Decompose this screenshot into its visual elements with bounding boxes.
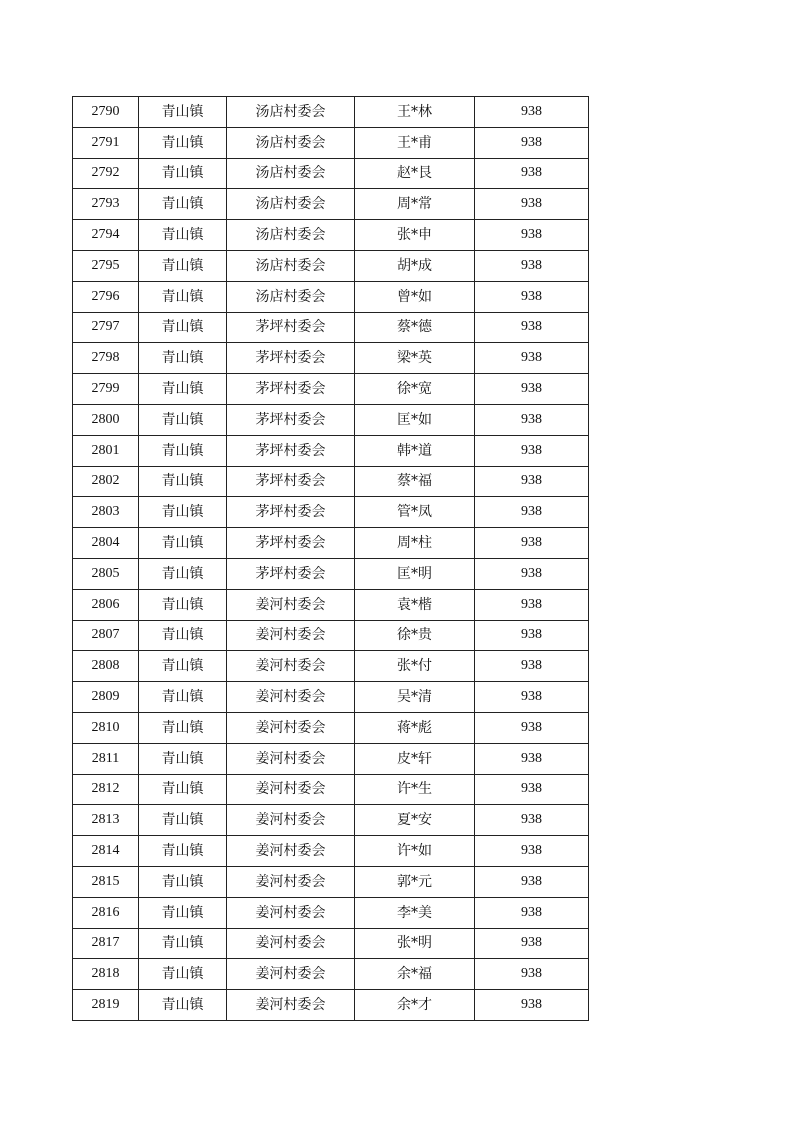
cell-village-committee: 姜河村委会 (227, 959, 355, 990)
cell-serial-number: 2801 (73, 435, 139, 466)
table-row (73, 805, 589, 836)
cell-amount: 938 (475, 589, 589, 620)
cell-person-name: 张*申 (355, 220, 475, 251)
cell-person-name: 张*明 (355, 928, 475, 959)
cell-serial-number: 2806 (73, 589, 139, 620)
cell-town: 青山镇 (139, 897, 227, 928)
cell-amount: 938 (475, 374, 589, 405)
cell-serial-number: 2807 (73, 620, 139, 651)
table-row (73, 158, 589, 189)
cell-serial-number: 2799 (73, 374, 139, 405)
cell-amount: 938 (475, 466, 589, 497)
cell-serial-number: 2794 (73, 220, 139, 251)
cell-person-name: 郭*元 (355, 866, 475, 897)
cell-person-name: 梁*英 (355, 343, 475, 374)
cell-village-committee: 姜河村委会 (227, 928, 355, 959)
cell-amount: 938 (475, 312, 589, 343)
cell-town: 青山镇 (139, 466, 227, 497)
cell-town: 青山镇 (139, 743, 227, 774)
table-row (73, 558, 589, 589)
cell-town: 青山镇 (139, 220, 227, 251)
cell-village-committee: 茅坪村委会 (227, 374, 355, 405)
cell-town: 青山镇 (139, 712, 227, 743)
table-row (73, 97, 589, 128)
cell-village-committee: 茅坪村委会 (227, 343, 355, 374)
cell-town: 青山镇 (139, 127, 227, 158)
cell-amount: 938 (475, 343, 589, 374)
cell-village-committee: 汤店村委会 (227, 189, 355, 220)
cell-person-name: 匡*明 (355, 558, 475, 589)
cell-amount: 938 (475, 127, 589, 158)
cell-serial-number: 2802 (73, 466, 139, 497)
table-row (73, 990, 589, 1021)
cell-amount: 938 (475, 712, 589, 743)
cell-person-name: 王*林 (355, 97, 475, 128)
cell-village-committee: 姜河村委会 (227, 589, 355, 620)
cell-amount: 938 (475, 189, 589, 220)
cell-village-committee: 姜河村委会 (227, 743, 355, 774)
cell-town: 青山镇 (139, 250, 227, 281)
cell-serial-number: 2808 (73, 651, 139, 682)
cell-amount: 938 (475, 990, 589, 1021)
table-row (73, 250, 589, 281)
table-row (73, 774, 589, 805)
table-row (73, 589, 589, 620)
cell-town: 青山镇 (139, 774, 227, 805)
cell-person-name: 许*生 (355, 774, 475, 805)
cell-amount: 938 (475, 651, 589, 682)
cell-serial-number: 2815 (73, 866, 139, 897)
cell-town: 青山镇 (139, 836, 227, 867)
table-row (73, 281, 589, 312)
roster-table (72, 96, 589, 1021)
roster-table-body (73, 97, 589, 1021)
table-row (73, 836, 589, 867)
cell-amount: 938 (475, 558, 589, 589)
cell-person-name: 许*如 (355, 836, 475, 867)
cell-person-name: 蔡*德 (355, 312, 475, 343)
cell-amount: 938 (475, 805, 589, 836)
table-row (73, 528, 589, 559)
cell-serial-number: 2817 (73, 928, 139, 959)
table-row (73, 466, 589, 497)
cell-town: 青山镇 (139, 528, 227, 559)
cell-person-name: 周*柱 (355, 528, 475, 559)
cell-village-committee: 姜河村委会 (227, 866, 355, 897)
cell-serial-number: 2818 (73, 959, 139, 990)
cell-person-name: 袁*楷 (355, 589, 475, 620)
cell-amount: 938 (475, 866, 589, 897)
cell-serial-number: 2810 (73, 712, 139, 743)
cell-town: 青山镇 (139, 158, 227, 189)
cell-serial-number: 2816 (73, 897, 139, 928)
cell-village-committee: 姜河村委会 (227, 836, 355, 867)
cell-amount: 938 (475, 897, 589, 928)
table-row (73, 127, 589, 158)
cell-village-committee: 姜河村委会 (227, 651, 355, 682)
cell-town: 青山镇 (139, 97, 227, 128)
table-row (73, 220, 589, 251)
cell-person-name: 夏*安 (355, 805, 475, 836)
cell-serial-number: 2819 (73, 990, 139, 1021)
cell-village-committee: 汤店村委会 (227, 97, 355, 128)
table-row (73, 620, 589, 651)
cell-town: 青山镇 (139, 312, 227, 343)
table-row (73, 682, 589, 713)
cell-town: 青山镇 (139, 959, 227, 990)
cell-town: 青山镇 (139, 866, 227, 897)
cell-person-name: 胡*成 (355, 250, 475, 281)
cell-serial-number: 2793 (73, 189, 139, 220)
cell-person-name: 蒋*彪 (355, 712, 475, 743)
cell-amount: 938 (475, 250, 589, 281)
cell-serial-number: 2811 (73, 743, 139, 774)
cell-amount: 938 (475, 404, 589, 435)
cell-village-committee: 茅坪村委会 (227, 497, 355, 528)
cell-serial-number: 2814 (73, 836, 139, 867)
cell-village-committee: 姜河村委会 (227, 712, 355, 743)
cell-serial-number: 2798 (73, 343, 139, 374)
table-row (73, 866, 589, 897)
cell-person-name: 余*福 (355, 959, 475, 990)
table-row (73, 897, 589, 928)
cell-person-name: 管*凤 (355, 497, 475, 528)
cell-town: 青山镇 (139, 990, 227, 1021)
cell-serial-number: 2797 (73, 312, 139, 343)
table-row (73, 497, 589, 528)
cell-serial-number: 2805 (73, 558, 139, 589)
cell-village-committee: 姜河村委会 (227, 990, 355, 1021)
cell-village-committee: 姜河村委会 (227, 897, 355, 928)
cell-person-name: 韩*道 (355, 435, 475, 466)
cell-person-name: 王*甫 (355, 127, 475, 158)
cell-person-name: 余*才 (355, 990, 475, 1021)
cell-serial-number: 2813 (73, 805, 139, 836)
cell-amount: 938 (475, 743, 589, 774)
cell-serial-number: 2800 (73, 404, 139, 435)
table-row (73, 189, 589, 220)
cell-serial-number: 2795 (73, 250, 139, 281)
cell-amount: 938 (475, 497, 589, 528)
cell-person-name: 赵*艮 (355, 158, 475, 189)
table-row (73, 404, 589, 435)
cell-person-name: 徐*贵 (355, 620, 475, 651)
cell-village-committee: 姜河村委会 (227, 682, 355, 713)
cell-amount: 938 (475, 774, 589, 805)
cell-town: 青山镇 (139, 343, 227, 374)
cell-amount: 938 (475, 528, 589, 559)
cell-amount: 938 (475, 620, 589, 651)
cell-village-committee: 茅坪村委会 (227, 558, 355, 589)
cell-serial-number: 2812 (73, 774, 139, 805)
cell-amount: 938 (475, 435, 589, 466)
cell-person-name: 曾*如 (355, 281, 475, 312)
cell-person-name: 徐*宽 (355, 374, 475, 405)
cell-village-committee: 汤店村委会 (227, 281, 355, 312)
cell-town: 青山镇 (139, 404, 227, 435)
cell-amount: 938 (475, 97, 589, 128)
cell-village-committee: 茅坪村委会 (227, 404, 355, 435)
table-row (73, 374, 589, 405)
cell-amount: 938 (475, 959, 589, 990)
cell-serial-number: 2791 (73, 127, 139, 158)
cell-amount: 938 (475, 220, 589, 251)
table-row (73, 959, 589, 990)
cell-amount: 938 (475, 928, 589, 959)
cell-person-name: 周*常 (355, 189, 475, 220)
cell-village-committee: 姜河村委会 (227, 774, 355, 805)
table-row (73, 928, 589, 959)
cell-serial-number: 2792 (73, 158, 139, 189)
cell-village-committee: 茅坪村委会 (227, 312, 355, 343)
cell-village-committee: 汤店村委会 (227, 127, 355, 158)
table-row (73, 435, 589, 466)
cell-amount: 938 (475, 158, 589, 189)
cell-town: 青山镇 (139, 620, 227, 651)
cell-town: 青山镇 (139, 589, 227, 620)
cell-person-name: 李*美 (355, 897, 475, 928)
table-row (73, 651, 589, 682)
cell-village-committee: 茅坪村委会 (227, 528, 355, 559)
cell-town: 青山镇 (139, 189, 227, 220)
cell-person-name: 吴*清 (355, 682, 475, 713)
cell-town: 青山镇 (139, 281, 227, 312)
cell-serial-number: 2804 (73, 528, 139, 559)
cell-person-name: 蔡*福 (355, 466, 475, 497)
cell-town: 青山镇 (139, 651, 227, 682)
table-row (73, 312, 589, 343)
cell-amount: 938 (475, 682, 589, 713)
cell-person-name: 皮*轩 (355, 743, 475, 774)
cell-village-committee: 汤店村委会 (227, 220, 355, 251)
cell-village-committee: 汤店村委会 (227, 250, 355, 281)
cell-serial-number: 2796 (73, 281, 139, 312)
cell-person-name: 匡*如 (355, 404, 475, 435)
cell-amount: 938 (475, 836, 589, 867)
cell-town: 青山镇 (139, 374, 227, 405)
cell-town: 青山镇 (139, 558, 227, 589)
cell-village-committee: 茅坪村委会 (227, 435, 355, 466)
cell-serial-number: 2803 (73, 497, 139, 528)
cell-serial-number: 2809 (73, 682, 139, 713)
cell-village-committee: 汤店村委会 (227, 158, 355, 189)
cell-serial-number: 2790 (73, 97, 139, 128)
cell-village-committee: 茅坪村委会 (227, 466, 355, 497)
cell-amount: 938 (475, 281, 589, 312)
cell-town: 青山镇 (139, 928, 227, 959)
cell-person-name: 张*付 (355, 651, 475, 682)
table-row (73, 743, 589, 774)
cell-town: 青山镇 (139, 805, 227, 836)
cell-village-committee: 姜河村委会 (227, 620, 355, 651)
cell-village-committee: 姜河村委会 (227, 805, 355, 836)
cell-town: 青山镇 (139, 435, 227, 466)
table-row (73, 712, 589, 743)
cell-town: 青山镇 (139, 497, 227, 528)
table-row (73, 343, 589, 374)
cell-town: 青山镇 (139, 682, 227, 713)
